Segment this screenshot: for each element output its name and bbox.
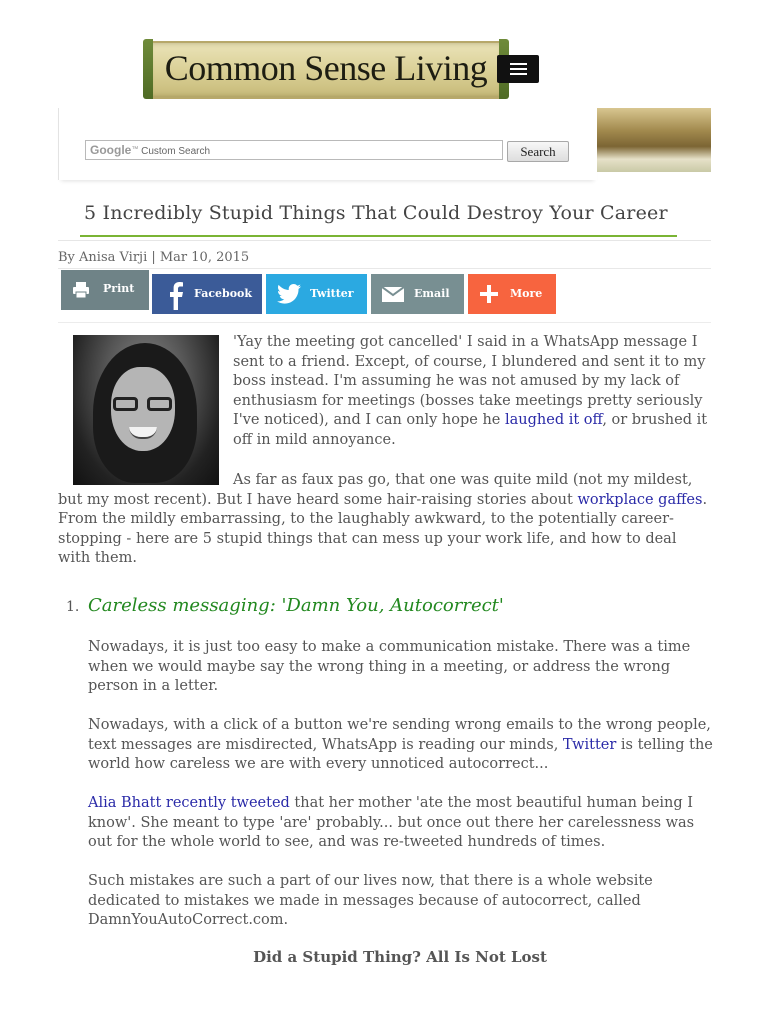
email-label: Email — [414, 287, 450, 300]
paragraph: As far as faux pas go, that one was quite mild (not my mildest, but my most recent). But I have heard some hair-raising stories about workplace gaffes. From the mildly embarrassing, to the laughably awkward, to the potentially career-stopping - here are 5 stupid things that can mess up your work life, and how to deal with them. — [58, 472, 708, 566]
google-brand: Google — [90, 143, 132, 157]
paragraph: Such mistakes are such a part of our lives now, that there is a whole website dedicated to mistakes we made in messages because of autocorrect, called DamnYouAutoCorrect.com. — [88, 873, 653, 928]
search-input[interactable]: Google™ Custom Search — [85, 140, 503, 160]
menu-button[interactable] — [497, 55, 539, 83]
hamburger-icon — [510, 63, 527, 65]
divider — [58, 240, 711, 241]
paragraph: Nowadays, with a click of a button we're sending wrong emails to the wrong people, text messages are misdirected, WhatsApp is reading our minds, Twitter is telling the world how careless we are with every unnoticed autocorrect... — [88, 717, 713, 772]
printer-icon — [71, 280, 91, 300]
laughed-it-off-link[interactable]: laughed it off — [505, 412, 603, 428]
intro-paragraph: 'Yay the meeting got cancelled' I said in a WhatsApp message I sent to a friend. Except, of course, I blundered and sent it to my boss instead. I'm assuming he was not amused by my lack of enthusiasm for meetings (bosses take meetings pretty seriously I've noticed), and I can only hope he laughed it off, or brushed it off in mild annoyance. — [233, 334, 708, 448]
divider — [58, 322, 711, 323]
twitter-link[interactable]: Twitter — [562, 736, 617, 753]
section-subheading: Did a Stupid Thing? All Is Not Lost — [253, 948, 547, 966]
paragraph: Alia Bhatt recently tweeted that her mother 'ate the most beautiful human being I know'. She meant to type 'are' probably... but once out there her carelessness was out for the whole world to see, and was re-tweeted hundreds of times. — [88, 795, 695, 850]
more-label: More — [510, 287, 543, 300]
paragraph: Nowadays, it is just too easy to make a communication mistake. There was a time when we would maybe say the wrong thing in a meeting, or address the wrong person in a letter. — [88, 639, 691, 694]
divider — [58, 268, 711, 269]
search-placeholder: Custom Search — [141, 146, 211, 157]
facebook-share-button[interactable] — [152, 274, 262, 314]
logo-text: Common Sense Living — [164, 48, 488, 88]
byline: By Anisa Virji | Mar 10, 2015 — [58, 250, 250, 265]
header-side-image — [597, 108, 711, 172]
email-share-button[interactable] — [371, 274, 464, 314]
title-underline — [80, 235, 677, 237]
plus-icon — [480, 285, 498, 303]
facebook-icon — [168, 282, 184, 310]
more-share-button[interactable] — [468, 274, 556, 314]
site-logo[interactable] — [147, 41, 505, 99]
list-number: 1. — [66, 599, 80, 615]
twitter-label: Twitter — [310, 287, 354, 300]
article-title: 5 Incredibly Stupid Things That Could Destroy Your Career — [84, 202, 668, 224]
alia-bhatt-tweet-link[interactable]: Alia Bhatt recently tweeted — [88, 795, 290, 811]
author-photo — [73, 335, 219, 485]
section-heading: Careless messaging: 'Damn You, Autocorrect' — [88, 595, 504, 616]
twitter-icon — [277, 284, 301, 304]
workplace-gaffes-link[interactable]: workplace gaffes — [577, 491, 703, 508]
search-button[interactable]: Search — [507, 141, 569, 162]
envelope-icon — [382, 287, 404, 302]
print-button[interactable] — [61, 270, 149, 310]
facebook-label: Facebook — [194, 287, 253, 300]
twitter-share-button[interactable] — [266, 274, 367, 314]
print-label: Print — [103, 282, 135, 295]
